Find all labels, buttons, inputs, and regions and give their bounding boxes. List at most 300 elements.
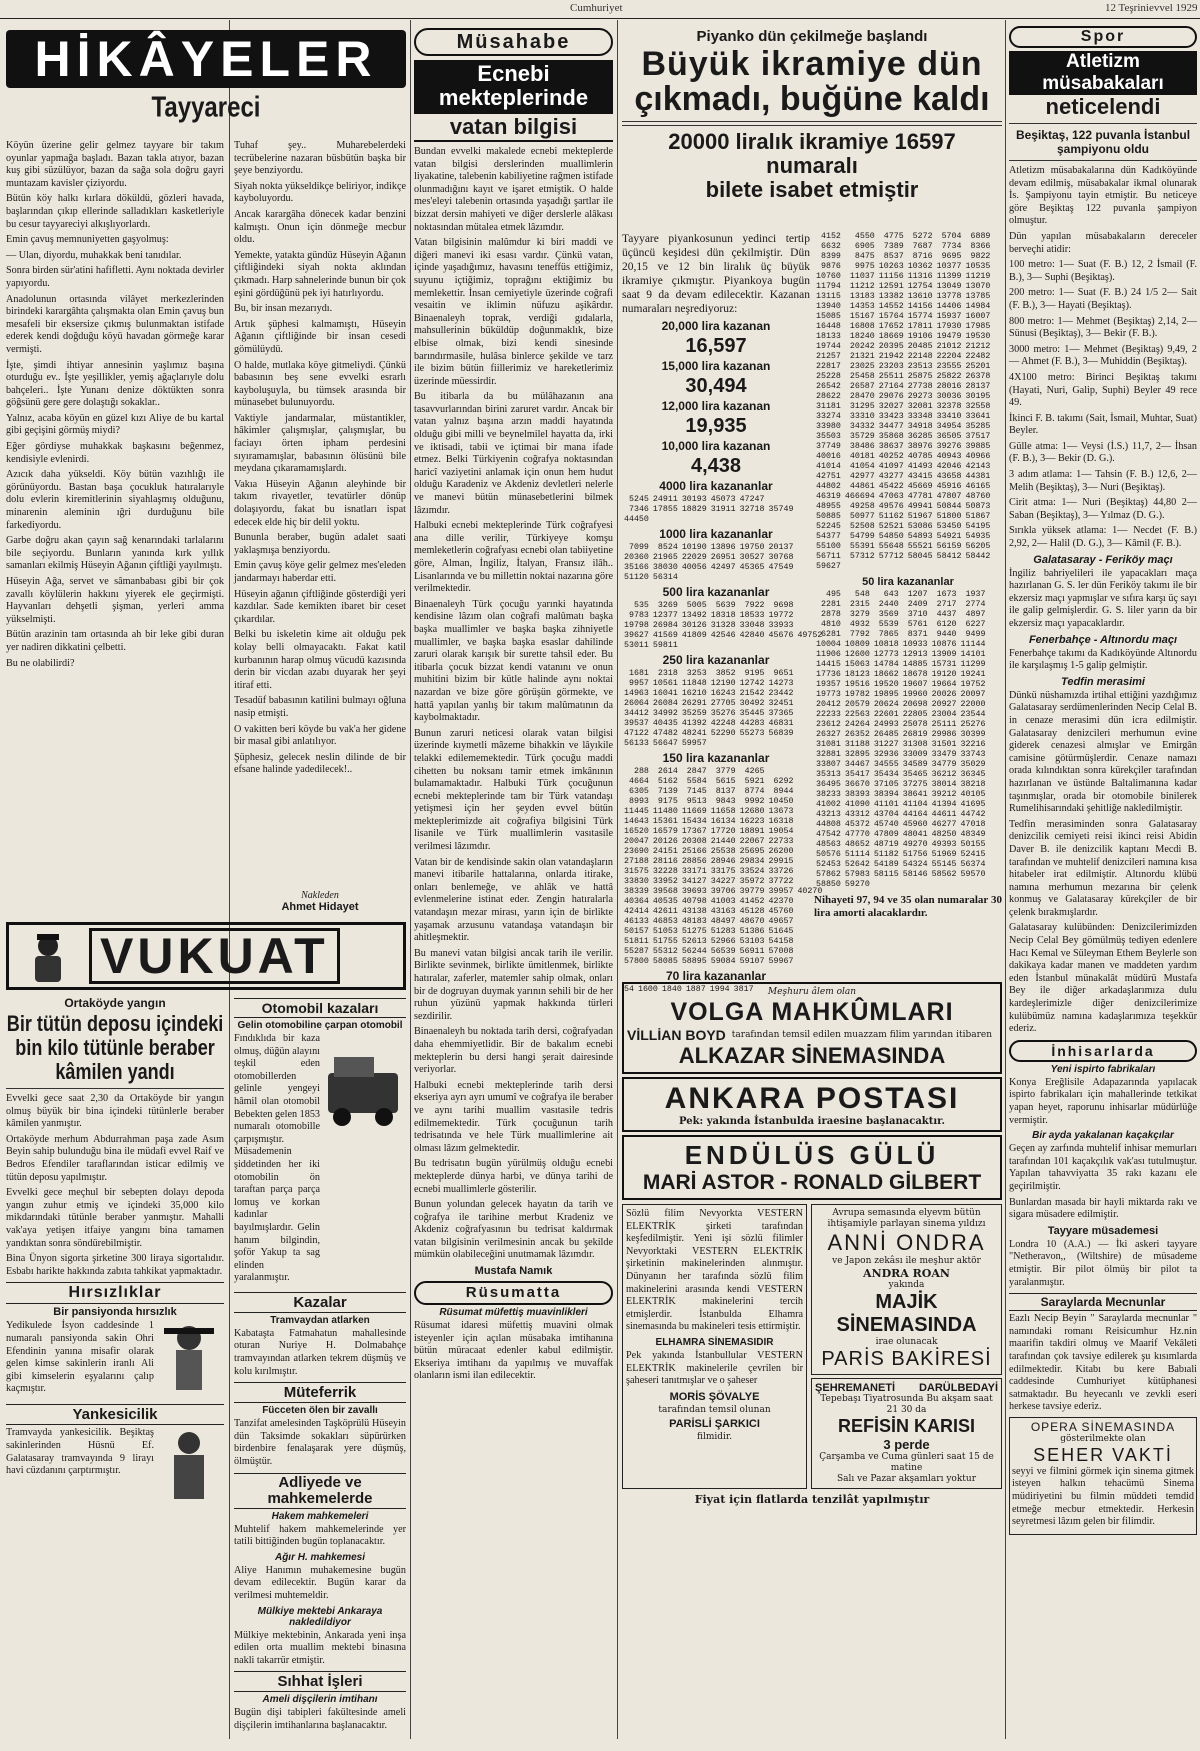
number-cell: 20624 — [873, 700, 899, 709]
number-cell: 12591 — [878, 282, 904, 291]
number-cell: 41809 — [681, 631, 707, 640]
number-cell: 55145 — [931, 860, 957, 869]
number-cell: 36285 — [907, 432, 933, 441]
number-cell: 10809 — [844, 640, 870, 649]
number-cell: 45916 — [936, 482, 962, 491]
number-cell: 1673 — [936, 590, 957, 599]
vukuat-title: VUKUAT — [89, 928, 340, 984]
number-cell: 10263 — [878, 262, 904, 271]
number-cell: 41003 — [710, 897, 736, 906]
fifty-label: 50 lira kazananlar — [862, 576, 954, 588]
number-cell: 31181 — [816, 402, 841, 411]
number-cell: 49941 — [907, 502, 933, 511]
number-cell: 35729 — [849, 432, 875, 441]
opera-ad — [1009, 1417, 1197, 1535]
number-cell: 288 — [633, 767, 649, 776]
number-cell: 8524 — [657, 543, 678, 552]
number-cell: 40435 — [652, 719, 678, 728]
number-cell: 30527 — [739, 553, 765, 562]
number-cell: 56539 — [710, 947, 736, 956]
number-cell: 33726 — [768, 867, 794, 876]
number-cell: 28622 — [816, 392, 841, 401]
yankesici-text: Tramvayda yankesicilik. Beşiktaş sakinlerinden Hüsnü Ef. Galatasaray tramvayında 9 lirayı havi cüzdanını çarptırmıştır. — [6, 1427, 154, 1477]
endulus-title: ENDÜLÜS GÜLÜ — [684, 1140, 940, 1170]
number-cell: 41392 — [681, 719, 707, 728]
number-cell: 33009 — [902, 750, 928, 759]
number-cell: 19664 — [931, 680, 957, 689]
number-cell: 32451 — [768, 699, 794, 708]
number-cell: 20485 — [907, 342, 933, 351]
group-label: 150 lira kazananlar — [662, 751, 770, 765]
number-cell: 30768 — [768, 553, 794, 562]
number-cell: 44283 — [739, 719, 765, 728]
number-cell: 55648 — [878, 542, 904, 551]
muteferrik-title: Müteferrik — [234, 1382, 406, 1403]
number-cell: 12773 — [873, 650, 899, 659]
tayyare-title: Tayyare müsademesi — [1047, 1224, 1159, 1237]
number-cell: 35868 — [878, 432, 904, 441]
paragraph: Azıcık daha yükseldi. Köy bütün vazıhlığı ile görünüyordu. Bastan başa çocukluk hatıralarıyle dolu evlerin kiremitlerinin siyahlaşmış olduğunu, minarenin aleminin ığri durduğunu bile farkediyordu. — [6, 469, 224, 531]
number-cell: 16210 — [681, 689, 707, 698]
number-cell: 29273 — [907, 392, 933, 401]
number-cell: 56159 — [936, 542, 962, 551]
number-cell: 34589 — [902, 760, 928, 769]
prize-amount: 20,000 lira kazanan — [661, 319, 771, 333]
number-cell: 51162 — [878, 512, 904, 521]
number-cell: 7389 — [883, 242, 904, 251]
paragraph: Eğer gördiyse muhakkak başkasını beğenmez, kendisiyle evlenirdi. — [6, 441, 224, 465]
prize-number: 4,438 — [690, 455, 742, 477]
number-cell: 54 — [624, 985, 634, 994]
number-cell: 25875 — [907, 372, 933, 381]
number-cell: 19782 — [844, 690, 870, 699]
author-name: Ahmet Hidayet — [281, 901, 359, 913]
number-cell: 21942 — [878, 352, 904, 361]
number-cell: 3269 — [657, 601, 678, 610]
number-cell: 4664 — [628, 777, 649, 786]
number-cell: 33410 — [936, 412, 962, 421]
number-cell: 49657 — [768, 917, 794, 926]
fire-head-1: Bir tütün deposu içindeki — [6, 1011, 224, 1036]
number-cell: 26291 — [681, 699, 707, 708]
number-cell: 12680 — [739, 807, 765, 816]
number-cell: 38641 — [902, 790, 928, 799]
number-cell: 31227 — [873, 740, 899, 749]
number-cell: 36212 — [931, 770, 957, 779]
number-cell: 6120 — [936, 620, 957, 629]
number-cell: 55287 — [624, 947, 649, 956]
prize-number: 16,597 — [685, 335, 747, 357]
number-cell: 41104 — [902, 800, 928, 809]
paragraph: Hüseyin ağanın çiftliğinde gösterdiği yeri kazdılar. Sade kemikten ibaret bir ceset çıkardılar. — [234, 588, 406, 625]
flat-note: Fiyat için flatlarda tenzilât yapılmıştır — [694, 1493, 930, 1506]
number-cell: 35029 — [960, 760, 986, 769]
number-cell: 33807 — [816, 760, 841, 769]
number-cell: 2878 — [820, 610, 841, 619]
ankara-ad — [622, 1077, 1002, 1132]
number-cell: 11144 — [960, 640, 986, 649]
number-cell: 3852 — [715, 669, 736, 678]
number-cell: 48250 — [931, 830, 957, 839]
number-cell: 19106 — [907, 332, 933, 341]
number-cell: 13610 — [907, 292, 933, 301]
musahabe-head-1: Ecnebi mekteplerinde — [438, 61, 589, 110]
pickpocket-illustration-icon — [154, 1427, 224, 1507]
tedfin-text-2: Tedfin merasiminden sonra Galatasaray denizcilik cemiyeti reisi ikinci reisi Abidin Daver B. ile denizcilik kaptanı Mecdi B. tarafından ve muhtelif denizcileri namına kısa hitabeler irat edilmiştir. Altınordu klübü namına merhumun mezarına bir çelenk konmuş ve Galatasaray kürekçiler de bir çelenk bırakmışlardır. — [1009, 818, 1197, 918]
number-cell: 14353 — [849, 302, 875, 311]
paragraph: Evvelki gece meçhul bir sebepten dolayı depoda yangın zuhur etmiş ve içindeki 35,000 kilo mikdarındaki tütünle beraber yanmıştır. Mahalli vak'aya yetişen itfaiye yangını bina tamamen yandıktan sonra söndürebilmiştir. — [6, 1187, 224, 1249]
number-cell: 40181 — [849, 452, 875, 461]
paragraph: Bu itibarla da bu mülâhazanın ana tasavvurlarından birini zaruret vardır. Ancak bir vatan yalnız başına arzın maddi hayatında olduğu gibi milli ve beynelmilel hayatta da, irki ve iktisadi, tabii ve içtimai bir mana ifade etmez. Belki Türkiyenin coğrafya noktasından haricî vaziyetini anlamak için onun hem hudut olduğu Karadeniz ve Akdeniz devletleri nelerle ve manevi bütün münasebetlerini bilmek lâzımdır. — [414, 391, 613, 516]
number-cell: 35259 — [681, 709, 707, 718]
number-cell: 23203 — [878, 362, 904, 371]
number-cell: 10876 — [931, 640, 957, 649]
paragraph: Bunun yolundan gelecek hayatın da tarih ve coğrafya ile tarihine merbut Kradeniz ve Akdeniz coğrafyasının bu tedrisat kaldırmak vatan bilgisinin verilmesinin ancak bu şekilde mümkün olabileceğini unutmamak lâzımdır. — [414, 1199, 613, 1261]
number-cell: 36670 — [844, 780, 870, 789]
paragraph: O vakitten beri köyde bu vak'a her gidene bir masal gibi anlatılıyor. — [234, 723, 406, 748]
number-cell: 25695 — [739, 847, 765, 856]
number-cell: 40252 — [878, 452, 904, 461]
number-cell: 39537 — [624, 719, 649, 728]
number-cell: 30126 — [681, 621, 707, 630]
number-cell: 21321 — [849, 352, 875, 361]
number-cell: 43277 — [878, 472, 904, 481]
number-cell: 39885 — [965, 442, 991, 451]
number-cell: 54189 — [873, 860, 899, 869]
number-cell: 24993 — [873, 720, 899, 729]
number-cell: 14984 — [965, 302, 991, 311]
number-cell: 48760 — [965, 492, 991, 501]
number-cell: 50885 — [816, 512, 841, 521]
number-cell: 58045 — [907, 552, 933, 561]
number-cell: 13070 — [965, 282, 991, 291]
number-cell: 19607 — [902, 680, 928, 689]
sehremaneti-foot: Salı ve Pazar akşamları yoktur — [837, 1474, 977, 1484]
number-cell: 51755 — [652, 937, 678, 946]
number-cell: 32718 — [739, 505, 765, 514]
number-cell: 32081 — [907, 402, 933, 411]
number-cell: 9195 — [744, 669, 765, 678]
number-cell: 3253 — [686, 669, 707, 678]
sehremaneti-acts: 3 perde — [883, 1437, 930, 1452]
number-cell: 7734 — [941, 242, 962, 251]
number-cell: 51969 — [931, 850, 957, 859]
number-cell: 48183 — [681, 917, 707, 926]
number-cell: 9992 — [744, 797, 765, 806]
number-cell: 10362 — [907, 262, 933, 271]
number-cell: 24151 — [652, 847, 678, 856]
number-cell: 47809 — [873, 830, 899, 839]
number-cell: 1840 — [661, 985, 682, 994]
number-cell: 12754 — [907, 282, 933, 291]
number-cell: 3710 — [907, 610, 928, 619]
number-cell: 51275 — [681, 927, 707, 936]
number-cell: 1600 — [637, 985, 658, 994]
number-cell: 16041 — [652, 689, 678, 698]
number-cell: 7687 — [912, 242, 933, 251]
number-cell: 57008 — [768, 947, 794, 956]
saraylarda-text: Eazlı Necip Beyin " Saraylarda mecnunlar " namındaki romanı Reisicumhur Hz.nin maarifin takdiri olmuş ve Maarif Vekâleti tarafından çok tavsiye edilerek şu kısımlarda edilmektedir. Kitabı bu kere Babıali caddesinde Cumhuriyet kütüphanesi satmaktadır. Bu heyecanlı ve zevkli eseri herkese tavsiye ederiz. — [1009, 1313, 1197, 1413]
number-cell: 20360 — [624, 553, 649, 562]
number-cell: 14784 — [873, 660, 899, 669]
number-cell: 53086 — [907, 522, 933, 531]
number-cell: 49258 — [849, 502, 875, 511]
number-cell: 11299 — [960, 660, 986, 669]
number-cell: 32895 — [844, 750, 870, 759]
number-cell: 31501 — [931, 740, 957, 749]
column-rule — [410, 20, 411, 1739]
ondra-line2: ve Japon zekâsı ile meşhur aktör — [832, 1256, 981, 1266]
number-cell: 38486 — [849, 442, 875, 451]
number-cell: 37105 — [873, 780, 899, 789]
number-cell: 13382 — [878, 292, 904, 301]
number-cell: 43704 — [873, 810, 899, 819]
number-cell: 45128 — [739, 907, 765, 916]
paragraph: Dün yapılan müsabakaların dereceler berveçhi atidir: — [1009, 230, 1197, 255]
number-cell: 20308 — [681, 837, 707, 846]
endulus-ad — [622, 1135, 1002, 1200]
number-cell: 51967 — [907, 512, 933, 521]
paragraph: İşte, şimdi ihtiyar annesinin yaşlımız başına oturduğu ev.. İşte yeşillikler, yemiş ağaçlarıyle dolu bahçeleri.. İşte Yunanı denize döktükten sonra göğsünü gere gere dolaştığı sokaklar.. — [6, 359, 224, 409]
number-cell: 2281 — [820, 600, 841, 609]
number-cell: 56133 — [624, 739, 649, 748]
number-cell: 20126 — [652, 837, 678, 846]
paragraph: Bunun zaruri neticesi olarak vatan bilgisi üzerinde kıymetli mâzeme bihakkin ve lâyıkile telakki edilememektedir. Türk çocuğu maddi cihetten bu noksanı tamir etmek imkânının bulamamaktadır. Halbuki Türk çocuğunun ecnebi mekteplerinde tam bir Türk vatandaşı yetişmesi için her şeyden evvel bütün mekteplerimizde ait coğrafiya bilgisini Türk lisanile ve Türk muallimlerin vasıtasile verilmesi lâzımdır. — [414, 727, 613, 853]
number-cell: 52508 — [849, 522, 875, 531]
number-cell: 44381 — [965, 472, 991, 481]
opera-film: SEHER VAKTİ — [1033, 1444, 1173, 1465]
auto-sub: Gelin otomobiline çarpan otomobil — [237, 1020, 403, 1031]
agir-text: Aliye Hanımın muhakemesine bugün devam edilecektir. Bugün karar da verilmesi muhtemeldir. — [234, 1564, 406, 1601]
number-cell: 19120 — [931, 670, 957, 679]
number-cell: 2409 — [907, 600, 928, 609]
number-cell: 8475 — [854, 252, 875, 261]
number-cell: 51114 — [844, 850, 870, 859]
number-cell: 58115 — [873, 870, 899, 879]
number-cell: 25276 — [960, 720, 986, 729]
number-cell: 9440 — [936, 630, 957, 639]
number-cell: 48241 — [681, 729, 707, 738]
number-cell: 16007 — [965, 312, 991, 321]
number-cell: 11156 — [878, 272, 904, 281]
number-cell: 46165 — [965, 482, 991, 491]
number-cell: 23612 — [816, 720, 841, 729]
number-cell: 51386 — [739, 927, 765, 936]
number-cell: 45676 — [768, 631, 794, 640]
number-cell: 56839 — [768, 729, 794, 738]
number-cell: 38030 — [652, 563, 678, 572]
number-cell: 9876 — [820, 262, 841, 271]
number-cell: 39957 — [768, 887, 794, 896]
paragraph: Emin çavuş memnuniyetten gaşyolmuş: — [6, 234, 169, 246]
yankesici-title: Yankesicilik — [6, 1404, 224, 1425]
number-cell: 45669 — [907, 482, 933, 491]
number-cell: 28856 — [681, 857, 707, 866]
number-cell: 51756 — [902, 850, 928, 859]
number-cell: 54935 — [965, 532, 991, 541]
number-cell: 5921 — [744, 777, 765, 786]
group-table — [622, 767, 824, 967]
paragraph: Sırıkla yüksek atlama: 1— Necdet (F. B.) 2,92, 2— Halil (D. G.), 3— Kâmil (F. B.). — [1009, 525, 1197, 550]
number-cell: 6292 — [773, 777, 794, 786]
number-cell: 58850 — [816, 880, 841, 889]
number-cell: 23025 — [849, 362, 875, 371]
number-cell: 45960 — [902, 820, 928, 829]
number-cell: 26064 — [624, 699, 649, 708]
number-cell: 54324 — [902, 860, 928, 869]
number-cell: 44611 — [931, 810, 957, 819]
number-cell: 25538 — [710, 847, 736, 856]
number-cell: 52453 — [816, 860, 841, 869]
number-cell: 38976 — [907, 442, 933, 451]
number-cell: 15361 — [652, 817, 678, 826]
number-cell: 12190 — [710, 679, 736, 688]
vestern-film2: PARİSLİ ŞARKICI — [669, 1417, 760, 1430]
masthead-date: 12 Teşrinievvel 1929 — [1105, 2, 1198, 14]
piyanko-head-1: Büyük ikramiye dün — [641, 45, 983, 83]
number-cell: 21212 — [965, 342, 991, 351]
number-cell: 36345 — [960, 770, 986, 779]
sehremaneti-play: REFİSİN KARISI — [838, 1416, 976, 1436]
paragraph: Ancak karargâha dönecek kadar benzini kalmıştı. Onun için dönmeğe mecbur oldu. — [234, 208, 406, 246]
number-cell: 19772 — [768, 611, 794, 620]
number-cell: 8371 — [907, 630, 928, 639]
number-cell: 11794 — [816, 282, 841, 291]
number-cell: 31911 — [710, 505, 736, 514]
number-cell: 30195 — [965, 392, 991, 401]
volga-actor: VİLLİAN BOYD — [627, 1027, 726, 1043]
number-cell: 4152 — [820, 232, 841, 241]
inhisarlar-text-1: Konya Ereğlisile Adapazarında yapılacak ispirto fabrikaları için mahallerinde tetkikat yapan heyet, raporunu inhisarlar müdürlüğe vermiştir. — [1009, 1076, 1197, 1126]
number-cell: 19752 — [960, 680, 986, 689]
number-cell: 35434 — [873, 770, 899, 779]
number-cell: 59967 — [768, 957, 794, 966]
number-cell: 17855 — [652, 505, 678, 514]
paragraph: Tuhaf şey.. Muharebelerdeki tecrübelerine nazaran büsbütün başka bir şeye benziyordu. — [234, 140, 406, 177]
prize-amount: 15,000 lira kazanan — [661, 359, 771, 373]
number-cell: 13183 — [849, 292, 875, 301]
vestern-text: Sözlü filim Nevyorkta VESTERN ELEKTRİK şirketi tarafından keşfedilmiştir. Yeni işi sözlü filimler Nevyorktaki VESTERN ELEKTRİK şirketinin makinelerinden alınmıştır. Dünyanın her tarafında sözlü filim makinelerini arasında kendi VESTERN ELEKTRİK makinelerini tercih etmişlerdir. İstanbulda Elhamra sinemasında bu makineleri tesis ettirmiştir. — [626, 1208, 804, 1333]
number-cell: 47018 — [960, 820, 986, 829]
number-cell: 1887 — [685, 985, 706, 994]
number-cell: 10004 — [816, 640, 841, 649]
number-cell: 7139 — [657, 787, 678, 796]
prize-amount: 12,000 lira kazanan — [661, 399, 771, 413]
number-cell: 22805 — [902, 710, 928, 719]
number-cell: 643 — [883, 590, 899, 599]
number-cell: 9783 — [628, 611, 649, 620]
number-cell: 48041 — [902, 830, 928, 839]
group-label: 4000 lira kazananlar — [659, 479, 773, 493]
number-cell: 5272 — [912, 232, 933, 241]
number-cell: 19516 — [844, 680, 870, 689]
number-cell: 48652 — [844, 840, 870, 849]
number-cell: 34412 — [624, 709, 649, 718]
number-cell: 32558 — [965, 402, 991, 411]
piyanko-right — [814, 232, 1002, 962]
number-cell: 23442 — [768, 689, 794, 698]
number-cell: 22029 — [681, 553, 707, 562]
number-cell: 4775 — [883, 232, 904, 241]
sehremaneti-line: Tepebaşı Tiyatrosunda Bu akşam saat 21 30 da — [820, 1394, 993, 1415]
number-cell: 50157 — [624, 927, 649, 936]
number-cell: 36495 — [816, 780, 841, 789]
paragraph: İkinci F. B. takımı (Sait, İsmail, Muhtar, Suat) Beyler. — [1009, 412, 1197, 437]
number-cell: 43415 — [907, 472, 933, 481]
number-cell: 37722 — [768, 877, 794, 886]
spor-sub-1: Beşiktaş, 122 puvanla İstanbul — [1015, 128, 1191, 142]
prize-number: 30,494 — [685, 375, 747, 397]
number-cell: 33952 — [652, 877, 678, 886]
number-cell: 22817 — [816, 362, 841, 371]
number-cell: 18678 — [902, 670, 928, 679]
number-cell: 23513 — [907, 362, 933, 371]
theft-sub: Bir pansiyonda hırsızlık — [53, 1306, 177, 1319]
vestern-line2: Pek yakında İstanbullular VESTERN ELEKTRİK makinelerile çevrilen bir şaheseri tanıtmışlar ve o şaheser — [626, 1349, 804, 1387]
ondra-venue: MAJİK SİNEMASINDA — [836, 1291, 977, 1336]
number-cell: 26485 — [873, 730, 899, 739]
inhisarlar-sub-2: Bir ayda yakalanan kaçakçılar — [1032, 1130, 1174, 1142]
mulkiye-text: Mülkiye mektebinin, Ankarada yeni inşa edilen orta muallim mektebi binasına nakli takarrür etmiştir. — [234, 1629, 406, 1666]
group-table — [622, 495, 795, 525]
group-label: 1000 lira kazananlar — [659, 527, 773, 541]
number-cell: 6305 — [628, 787, 649, 796]
number-cell: 11669 — [681, 807, 707, 816]
number-cell: 33310 — [849, 412, 875, 421]
number-cell: 13909 — [931, 650, 957, 659]
opera-text: seyyi ve filmini görmek için sinema gitmek isteyen halkın tehacümü Sinema müdiriyetini bu filmin müddeti temdid etmeğe mecbur etmektedir. Herkesin seyretmesi lâzım gelen bir filimdir. — [1012, 1465, 1194, 1528]
number-cell: 43213 — [816, 810, 841, 819]
number-cell: 19241 — [960, 670, 986, 679]
number-cell: 28137 — [965, 382, 991, 391]
number-cell: 34779 — [931, 760, 957, 769]
column-rule — [1005, 20, 1006, 1739]
number-cell: 47549 — [768, 563, 794, 572]
number-cell: 50977 — [849, 512, 875, 521]
number-cell: 34555 — [873, 760, 899, 769]
number-cell: 10450 — [768, 797, 794, 806]
number-cell: 58442 — [965, 552, 991, 561]
number-cell: 4437 — [936, 610, 957, 619]
piyanko-head-4: bilete isabet etmiştir — [705, 177, 919, 202]
number-cell: 47770 — [844, 830, 870, 839]
number-cell: 14101 — [960, 650, 986, 659]
number-cell: 35417 — [844, 770, 870, 779]
number-cell: 7099 — [628, 543, 649, 552]
number-cell: 53011 — [624, 641, 649, 650]
number-cell: 4897 — [965, 610, 986, 619]
number-cell: 2440 — [878, 600, 899, 609]
number-cell: 49576 — [878, 502, 904, 511]
number-cell: 12600 — [844, 650, 870, 659]
number-cell: 16448 — [816, 322, 841, 331]
number-cell: 48955 — [816, 502, 841, 511]
number-cell: 8399 — [820, 252, 841, 261]
number-cell: 45422 — [878, 482, 904, 491]
number-cell: 9513 — [686, 797, 707, 806]
number-cell: 34992 — [652, 709, 678, 718]
number-cell: 14156 — [907, 302, 933, 311]
number-cell: 5639 — [715, 601, 736, 610]
number-cell: 26084 — [652, 699, 678, 708]
volga-ad — [622, 982, 1002, 1074]
number-cell: 55391 — [849, 542, 875, 551]
number-cell: 42046 — [936, 462, 962, 471]
tedfin-text: Dünkü nüshamızda irtihal ettiğini yazdığımız Galatasaray serdümenlerinden Necip Celal B. in cenaze merasimi dün icra edilmiştir. Galatasaray denizcileri merhumun evine giderek cenazesi almışlar ve Emirgân camisine götürmüşlerdir. Cenaze namazı orada kılındıktan sonra kürekçiler tarafından hazırlanan ve üstünde Baltalimanına kadar taşınmışlar, orada bir otomobile binilerek Rumelihisarındaki şehitliğe nakledilmiştir. — [1009, 689, 1197, 815]
paragraph: Gülle atma: 1— Veysi (İ.S.) 11,7, 2— İhsan (F. B.), 3— Bekir (D. G.). — [1009, 440, 1197, 465]
number-cell: 47542 — [816, 830, 841, 839]
number-cell: 33048 — [739, 621, 765, 630]
